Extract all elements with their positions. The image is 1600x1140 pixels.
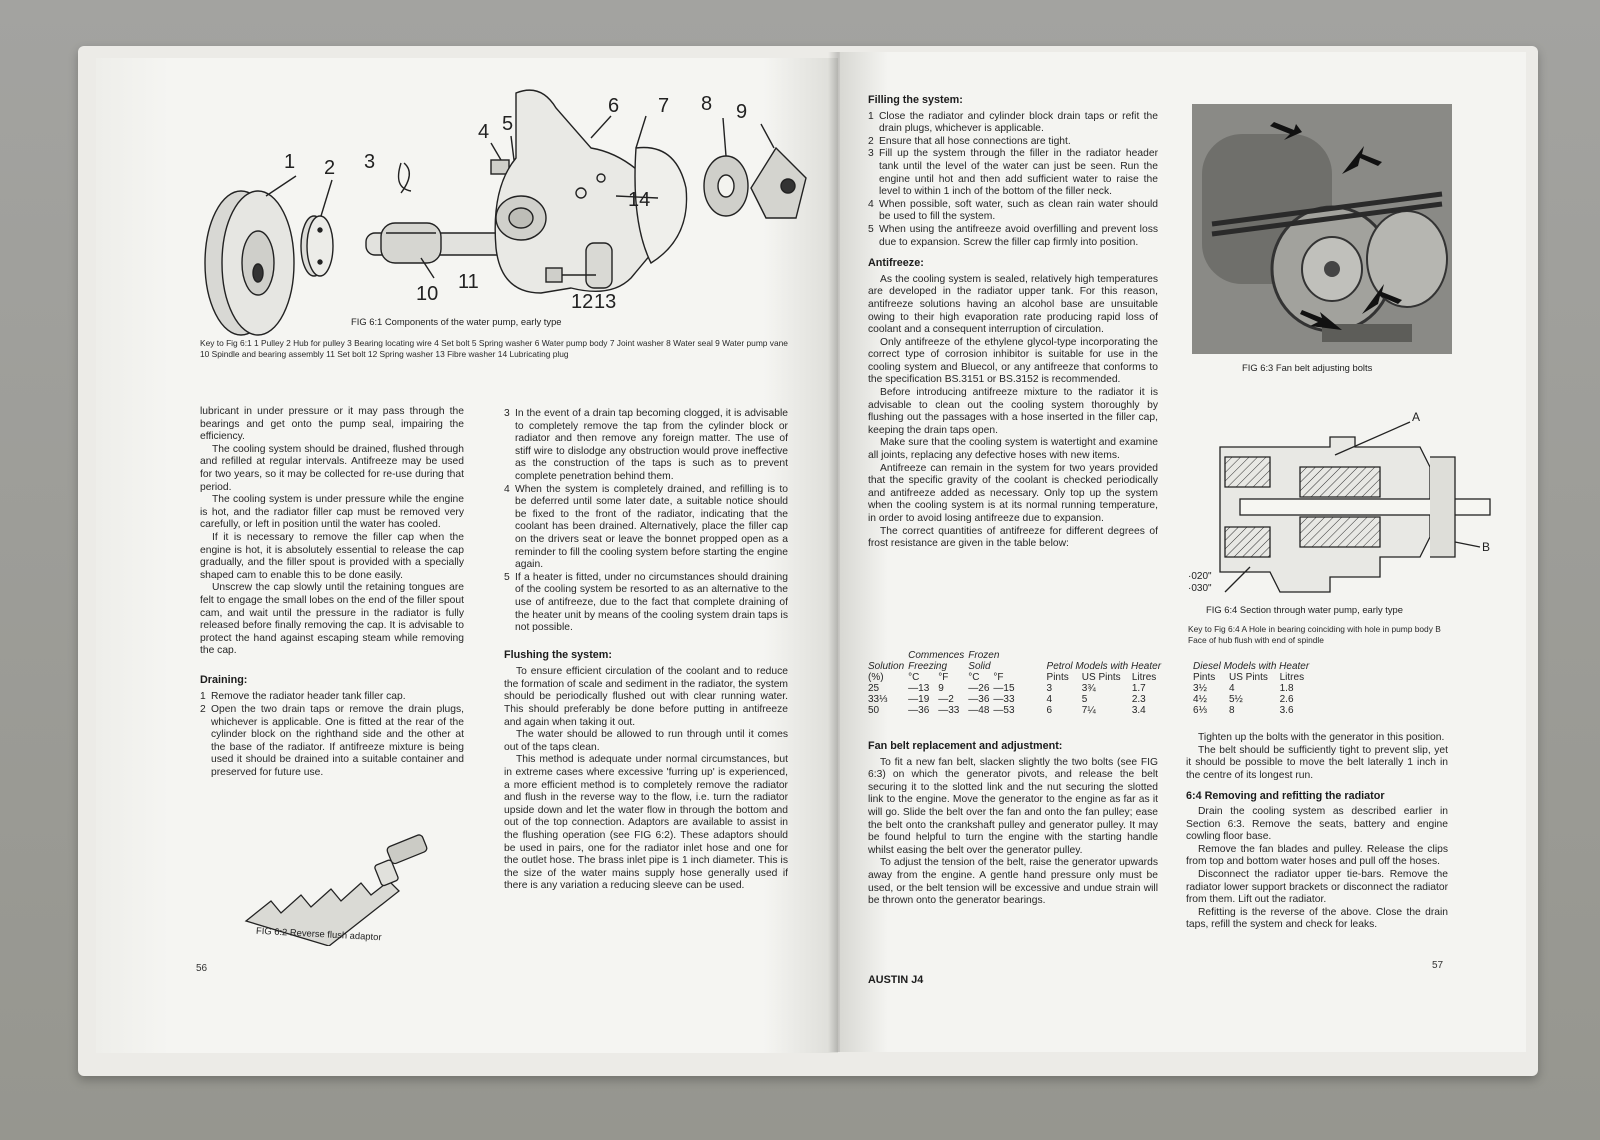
footer-title: AUSTIN J4 <box>868 974 924 986</box>
paragraph: To adjust the tension of the belt, raise the generator upwards away from the engine. A gentle hand pressure only must be used, or the belt tension will be excessive and undue strain will be thrown onto the generator bearings. <box>868 857 1158 907</box>
callout-2: 2 <box>324 157 336 179</box>
list-item: 5 When using the antifreeze avoid overfilling and prevent loss due to expansion. Screw the filler cap firmly into position. <box>868 223 1158 248</box>
header-frozen: Frozen <box>968 650 1000 661</box>
paragraph: Disconnect the radiator upper tie-bars. Remove the radiator lower support brackets or disconnect the radiator from them. Lift out the radiator. <box>1186 868 1448 906</box>
draining-list <box>200 691 464 779</box>
table-row: 33⅓ —19 —2 —36 —33 4 5 2.3 4½ 5½ 2.6 <box>868 694 1294 705</box>
header-litres: Litres <box>1131 672 1157 683</box>
fig1-caption: FIG 6:1 Components of the water pump, early type <box>351 316 562 327</box>
paragraph: The belt should be sufficiently tight to prevent slip, yet it should be possible to move the belt laterally 1 inch in the centre of its longest run. <box>1186 744 1448 781</box>
paragraph: lubricant in under pressure or it may pass through the bearings and get onto the pump seal, impairing the efficiency. <box>200 406 464 443</box>
fanbelt-heading: Fan belt replacement and adjustment: <box>868 740 1063 752</box>
header-solution: Solution <box>868 661 905 672</box>
header-petrol: Petrol Models with Heater <box>1046 661 1162 672</box>
list-item: 1 Close the radiator and cylinder block drain taps or refit the drain plugs, whichever is applicable. <box>868 110 1158 135</box>
fanbelt-section <box>868 740 1158 908</box>
paragraph: Only antifreeze of the ethylene glycol-type incorporating the correct type of corrosion inhibitor is suitable for use in the cooling system and Bluecol, or any antifreeze that conforms to the specification BS.3151 or BS.3152 is recommended. <box>868 336 1158 386</box>
antifreeze-heading: Antifreeze: <box>868 257 924 270</box>
callout-8: 8 <box>701 93 713 115</box>
header-pct: (%) <box>868 672 884 683</box>
header-us-pints: US Pints <box>1229 672 1268 683</box>
water-pump-exploded-illustration <box>196 68 816 343</box>
fig4-dimension-top: ·020" <box>1188 571 1212 582</box>
callout-11: 11 <box>458 271 479 293</box>
callout-5: 5 <box>502 113 514 135</box>
header-c: °C <box>908 672 920 683</box>
callout-3: 3 <box>364 151 376 173</box>
list-item: 4 When the system is completely drained, and refilling is to be deferred until some later date, a suitable notice should be fixed to the front of the radiator, indicating that the coolant has been drained. Alternatively, place the filler cap on the drivers seat or leave the bonnet propped open as a reminder to fill the cooling system before starting the engine again. <box>504 483 788 571</box>
fan-belt-adjusting-bolts-photo <box>1192 104 1452 354</box>
paragraph: If it is necessary to remove the filler cap when the engine is hot, it is absolutely essential to release the cap gradually, and the filler spout is provided with a specially shaped cam to enable this to be done easily. <box>200 531 464 581</box>
paragraph: As the cooling system is sealed, relatively high temperatures are developed in the radiator upper tank. For this reason, antifreeze solutions having an alcohol base are unsuitable owing to their high evaporation rate producing rapid loss of coolant and a consequent interruption of circulation. <box>868 273 1158 336</box>
paragraph: To fit a new fan belt, slacken slightly the two bolts (see FIG 6:3) on which the generator pivots, and release the belt securing it to the slotted link and the nut securing the slotted link to the engine. Move the generator to the engine as far as it will go. Slide the belt over the fan and onto the fan pulley; ease the belt onto the crankshaft pulley and generator pulley. It may be found helpful to turn the engine with the starting handle whilst easing the belt over the generator pulley. <box>868 756 1158 856</box>
paragraph: Unscrew the cap slowly until the retaining tongues are felt to engage the small lobes on the end of the filler spout cam, and wait until the pressure in the radiator is fully released before finally removing the cap. It is advisable to protect the hand against escaping steam while removing the cap. <box>200 582 464 657</box>
callout-14: 14 <box>628 189 651 211</box>
antifreeze-table <box>866 650 1311 716</box>
flushing-heading: Flushing the system: <box>504 648 612 661</box>
paragraph: Before introducing antifreeze mixture to the radiator it is advisable to clean out the cooling system thoroughly by flushing out the passages with a hose inserted in the filler cap, keeping the drain taps open. <box>868 387 1158 436</box>
fig2-caption: FIG 6:2 Reverse flush adaptor <box>255 924 382 943</box>
page-number-left: 56 <box>196 963 208 974</box>
list-item: 2 Ensure that all hose connections are tight. <box>868 135 1071 147</box>
paragraph: Make sure that the cooling system is watertight and examine all joints, replacing any defective hoses with new items. <box>868 437 1158 462</box>
right-column-2 <box>1186 732 1448 932</box>
header-commences: Commences <box>908 650 965 661</box>
list-item: 3 In the event of a drain tap becoming clogged, it is advisable to completely remove the tap from the cylinder block or radiator and then remove any foreign matter. The use of stiff wire to dislodge any obstruction would prove ineffective as the construction of the taps is such as to prevent complete penetration behind them. <box>504 408 788 482</box>
header-freezing: Freezing <box>908 661 948 672</box>
list-item: 5 If a heater is fitted, under no circumstances should draining of the cooling system be resorted to as an alternative to the use of antifreeze, due to the fact that complete draining of the heater unit by means of the cooling system drain taps is not possible. <box>504 571 788 634</box>
section-6-4-heading: 6:4 Removing and refitting the radiator <box>1186 790 1385 803</box>
header-f: °F <box>938 672 949 683</box>
table-row: 50 —36 —33 —48 —53 6 7¼ 3.4 6⅓ 8 3.6 <box>868 705 1294 716</box>
callout-4: 4 <box>478 121 490 143</box>
header-litres: Litres <box>1279 672 1305 683</box>
paragraph: The cooling system is under pressure while the engine is hot, and the radiator filler cap must be removed very carefully, or left in position until the water has cooled. <box>200 494 464 531</box>
fig3-caption: FIG 6:3 Fan belt adjusting bolts <box>1242 362 1373 373</box>
header-c: °C <box>968 672 980 683</box>
filling-list <box>868 111 1158 250</box>
water-pump-section-drawing <box>1180 407 1500 607</box>
header-solid: Solid <box>968 661 991 672</box>
header-diesel: Diesel Models with Heater <box>1193 661 1310 672</box>
list-item: 3 Fill up the system through the filler in the radiator header tank until the level of the water can just be seen. Run the engine until hot and then add sufficient water to raise the level to within 1 inch of the bottom of the filler neck. <box>868 148 1158 198</box>
fig4-dimension-bottom: ·030" <box>1188 583 1212 594</box>
left-column-2 <box>504 408 788 893</box>
list-item: 1 Remove the radiator header tank filler cap. <box>200 691 406 703</box>
paragraph: To ensure efficient circulation of the coolant and to reduce the formation of scale and sediment in the radiator, the system should be periodically flushed out with clear running water. This should preferably be done before putting in antifreeze and again when taking it out. <box>504 666 788 728</box>
table-row: 25 —13 9 —26 —15 3 3¾ 1.7 3½ 4 1.8 <box>868 683 1294 694</box>
callout-1: 1 <box>284 151 296 173</box>
right-column-1 <box>868 94 1158 551</box>
paragraph: The correct quantities of antifreeze for different degrees of frost resistance are given in the table below: <box>868 525 1158 550</box>
paragraph: Drain the cooling system as described earlier in Section 6:3. Remove the seats, battery and engine cowling floor base. <box>1186 805 1448 843</box>
draining-heading: Draining: <box>200 673 248 686</box>
header-us-pints: US Pints <box>1081 672 1121 683</box>
right-page <box>840 52 1526 1052</box>
paragraph: This method is adequate under normal circumstances, but in extreme cases where excessive 'furring up' is experienced, a more efficient method is to completely remove the radiator and flush in the reverse way to the flow, i.e. turn the radiator upside down and let the water flow in through the bottom and out of the top connection. Adaptors are available to assist in the flushing operation (see FIG 6:2). These adaptors should be used in pairs, one for the radiator inlet hose and one for the outlet hose. The brass inlet pipe is 1 inch diameter. This is the size of the water mains supply hose generally used if there is any variation a reducing sleeve can be used. <box>504 754 788 892</box>
fig1-key: Key to Fig 6:1 1 Pulley 2 Hub for pulley 3 Bearing locating wire 4 Set bolt 5 Spring washer 6 Water pump body 7 Joint washer 8 Water seal 9 Water pump vane 10 Spindle and bearing assembly 11 Set bolt 12 Spring washer 13 Fibre washer 14 Lubricating plug <box>200 338 788 359</box>
callout-7: 7 <box>658 95 670 117</box>
header-f: °F <box>993 672 1004 683</box>
header-pints: Pints <box>1193 672 1216 683</box>
header-pints: Pints <box>1046 672 1069 683</box>
paragraph: The water should be allowed to run through until it comes out of the taps clean. <box>504 729 788 753</box>
paragraph: Tighten up the bolts with the generator in this position. <box>1198 732 1445 743</box>
callout-10: 10 <box>416 283 439 305</box>
list-item: 2 Open the two drain taps or remove the drain plugs, whichever is applicable. One is fitted at the rear of the cylinder block on the righthand side and the other at the base of the radiator. If antifreeze mixture is being used it should be drained into a suitable container and preserved for future use. <box>200 704 464 779</box>
callout-6: 6 <box>608 95 620 117</box>
paragraph: The cooling system should be drained, flushed through and refilled at regular intervals. Antifreeze may be used for two years, so it may be collected for re-use during that period. <box>200 443 464 493</box>
fig4-label-b: B <box>1482 540 1491 554</box>
fig4-label-a: A <box>1412 410 1421 424</box>
callout-12: 12 <box>571 291 594 313</box>
left-page <box>96 58 838 1053</box>
left-column-1 <box>200 406 464 780</box>
callout-13: 13 <box>594 291 617 313</box>
paragraph: Remove the fan blades and pulley. Release the clips from top and bottom water hoses and pull off the hoses. <box>1186 843 1448 868</box>
paragraph: Antifreeze can remain in the system for two years provided that the specific gravity of the coolant is checked periodically and antifreeze added as necessary. Only top up the system when the cooling system is at its normal running temperature, in order to avoid losing antifreeze due to expansion. <box>868 462 1158 524</box>
callout-9: 9 <box>736 101 748 123</box>
list-item: 4 When possible, soft water, such as clean rain water should be used to fill the system. <box>868 198 1158 223</box>
page-number-right: 57 <box>1432 960 1444 971</box>
fig4-caption: FIG 6:4 Section through water pump, early type <box>1206 604 1403 615</box>
paragraph: Refitting is the reverse of the above. Close the drain taps, refill the system and check for leaks. <box>1186 906 1448 931</box>
draining-list-continued <box>504 408 788 635</box>
filling-heading: Filling the system: <box>868 94 963 106</box>
fig4-key: Key to Fig 6:4 A Hole in bearing coinciding with hole in pump body B Face of hub flush with end of spindle <box>1188 624 1441 645</box>
